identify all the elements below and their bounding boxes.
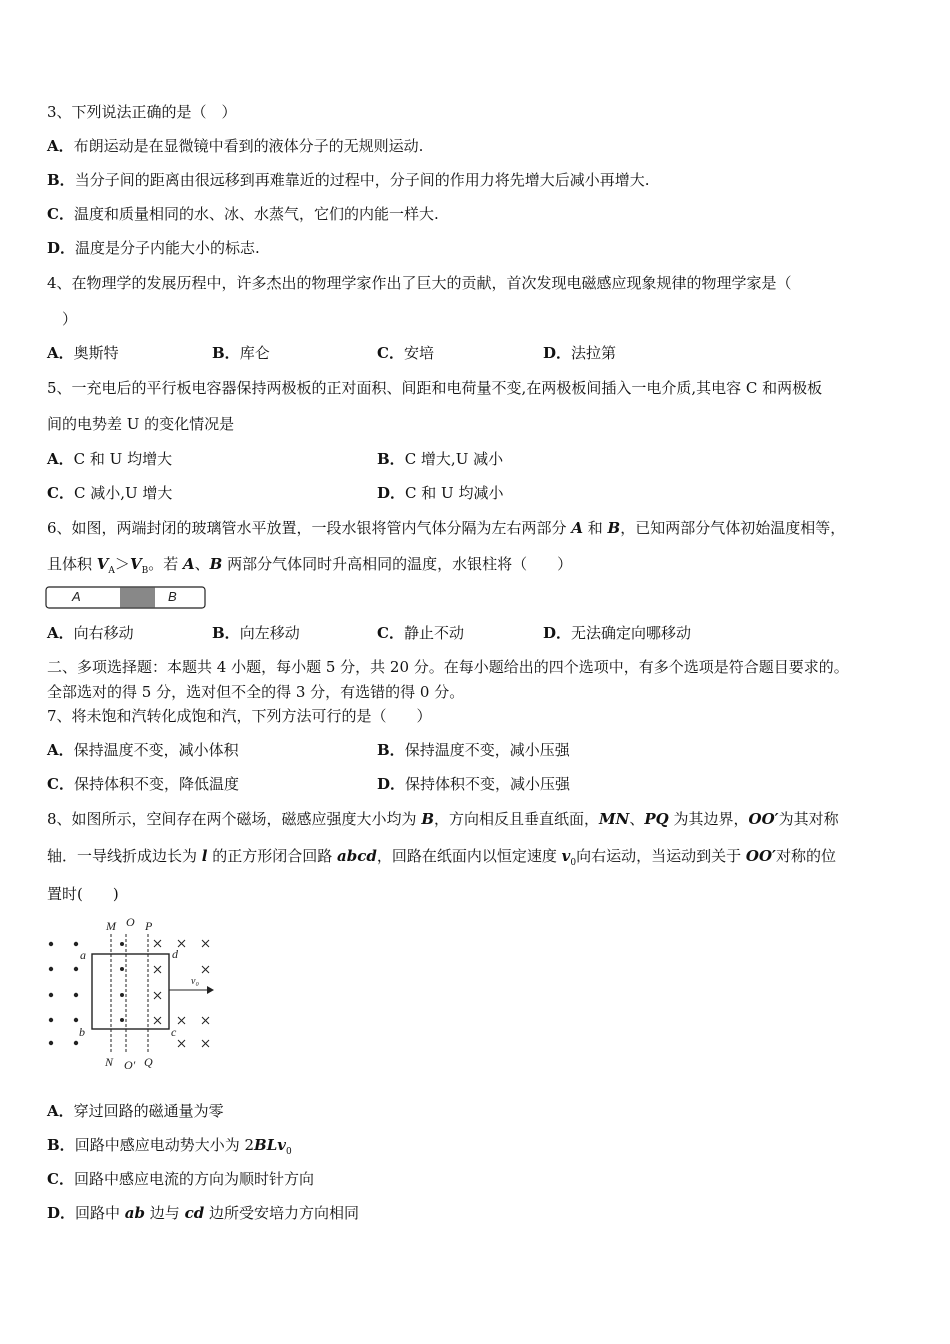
q7-option-a: A．保持温度不变，减小体积: [47, 741, 239, 759]
q5-option-c: C．C 减小,U 增大: [47, 484, 173, 502]
q8-option-b: B．回路中感应电动势大小为 2BLv$_0$: [47, 1136, 292, 1157]
tube-label-a: A: [72, 589, 81, 604]
q7-option-d: D．保持体积不变，减小压强: [377, 775, 571, 793]
label-q: Q: [144, 1055, 153, 1069]
label-c: c: [171, 1025, 177, 1039]
q8-option-c: C．回路中感应电流的方向为顺时针方向: [47, 1170, 314, 1188]
q7-option-c: C．保持体积不变，降低温度: [47, 775, 239, 793]
q6-option-c: C．静止不动: [377, 624, 464, 642]
q7-stem: 7、将未饱和汽转化成饱和汽，下列方法可行的是（ ）: [47, 707, 432, 725]
q4-option-b: B．库仑: [212, 344, 270, 362]
q4-stem-line1: 4、在物理学的发展历程中，许多杰出的物理学家作出了巨大的贡献，首次发现电磁感应现象规律的物理学家是（: [47, 274, 792, 292]
tube-label-b: B: [168, 589, 177, 604]
section2-heading-line2: 全部选对的得 5 分，选对但不全的得 3 分，有选错的得 0 分。: [47, 683, 465, 701]
q4-option-d: D．法拉第: [543, 344, 617, 362]
q3-stem: 3、下列说法正确的是（ ）: [47, 103, 237, 121]
q5-option-b: B．C 增大,U 减小: [377, 450, 504, 468]
label-d: d: [172, 947, 178, 961]
q6-option-d: D．无法确定向哪移动: [543, 624, 692, 642]
q5-option-d: D．C 和 U 均减小: [377, 484, 504, 502]
label-v0: v₀: [191, 976, 199, 987]
q8-stem-line2: 轴．一导线折成边长为 l 的正方形闭合回路 abcd，回路在纸面内以恒定速度 $v_0$向右运动，当运动到关于 OO′对称的位: [47, 847, 836, 868]
q7-option-b: B．保持温度不变，减小压强: [377, 741, 570, 759]
section2-heading-line1: 二、多项选择题：本题共 4 小题，每小题 5 分，共 20 分。在每小题给出的四个选项中，有多个选项是符合题目要求的。: [47, 658, 849, 676]
q3-option-b: B．当分子间的距离由很远移到再难靠近的过程中，分子间的作用力将先增大后减小再增大.: [47, 171, 650, 189]
q4-option-c: C．安培: [377, 344, 434, 362]
label-p: P: [145, 919, 153, 933]
glass-tube-figure: [45, 586, 207, 610]
q8-option-d: D．回路中 ab 边与 cd 边所受安培力方向相同: [47, 1204, 359, 1222]
label-b: b: [79, 1025, 85, 1039]
label-n: N: [105, 1055, 114, 1069]
square-loop: [92, 954, 169, 1029]
magnetic-field-figure: [44, 912, 216, 1072]
q4-stem-line2: ）: [62, 310, 78, 328]
q6-option-b: B．向左移动: [212, 624, 300, 642]
q3-option-c: C．温度和质量相同的水、冰、水蒸气，它们的内能一样大.: [47, 205, 439, 223]
q4-option-a: A．奥斯特: [47, 344, 119, 362]
q6-stem-line2: 且体积 $V_A>V_B$。若 A、B 两部分气体同时升高相同的温度，水银柱将（ ）: [47, 555, 573, 576]
q3-option-d: D．温度是分子内能大小的标志.: [47, 239, 260, 257]
boundary-lines: [111, 934, 148, 1052]
q6-option-a: A．向右移动: [47, 624, 134, 642]
label-o: O: [126, 915, 135, 929]
label-m: M: [106, 919, 116, 933]
field-into-page-crosses: [154, 940, 209, 1047]
label-o-prime: O′: [124, 1058, 136, 1072]
q5-stem-line2: 间的电势差 U 的变化情况是: [47, 415, 235, 433]
q6-stem-line1: 6、如图，两端封闭的玻璃管水平放置，一段水银将管内气体分隔为左右两部分 A 和 B，已知两部分气体初始温度相等，: [47, 519, 846, 537]
q8-stem-line1: 8、如图所示，空间存在两个磁场，磁感应强度大小均为 B，方向相反且垂直纸面，MN、PQ 为其边界，OO′为其对称: [47, 810, 839, 828]
q8-option-a: A．穿过回路的磁通量为零: [47, 1102, 224, 1120]
q5-stem-line1: 5、一充电后的平行板电容器保持两极板的正对面积、间距和电荷量不变,在两极板间插入一电介质,其电容 C 和两极板: [47, 379, 823, 397]
label-a: a: [80, 948, 86, 962]
q5-option-a: A．C 和 U 均增大: [47, 450, 173, 468]
q3-option-a: A．布朗运动是在显微镜中看到的液体分子的无规则运动.: [47, 137, 424, 155]
q8-stem-line3: 置时( ): [47, 885, 119, 903]
